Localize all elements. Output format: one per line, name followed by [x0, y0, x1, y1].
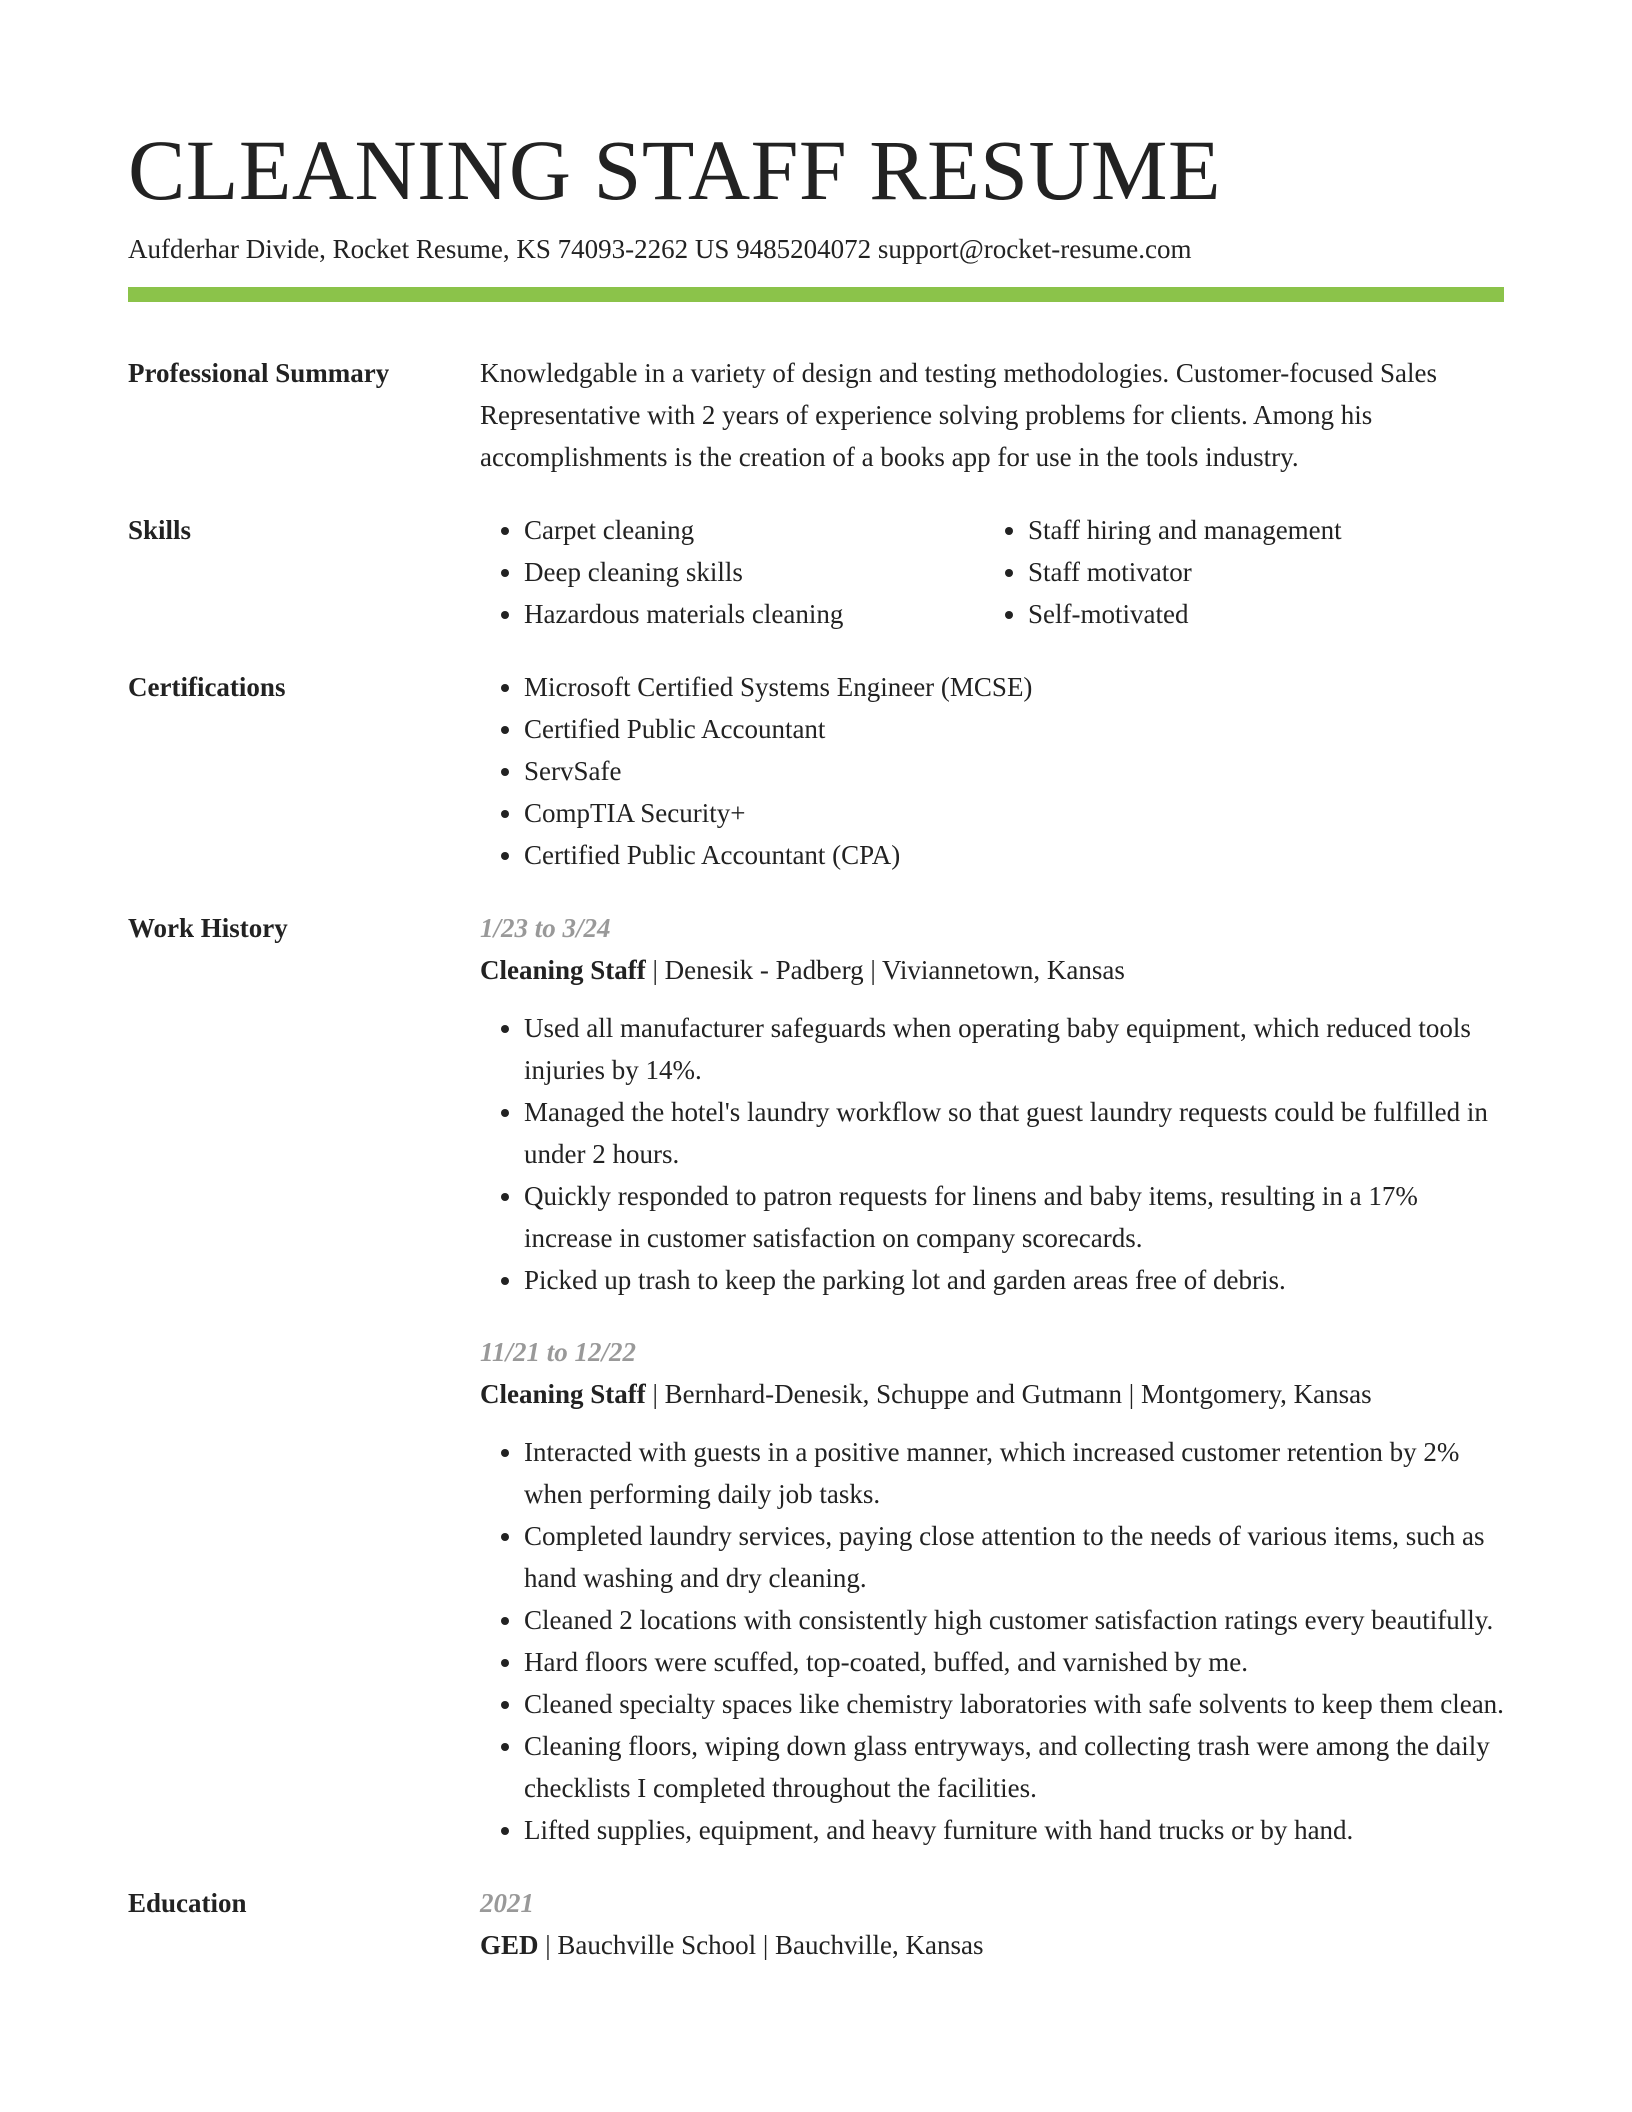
certification-item: • ServSafe [524, 750, 1504, 792]
skill-item: • Staff motivator [1028, 551, 1488, 593]
resume-title: CLEANING STAFF RESUME [128, 122, 1222, 218]
job-bullet: • Completed laundry services, paying close attention to the needs of various items, such as hand washing and dry cleaning. [524, 1515, 1504, 1599]
job-bullet: • Cleaning floors, wiping down glass entryways, and collecting trash were among the daily checklists I completed throughout the facilities. [524, 1725, 1504, 1809]
contact-phone: 9485204072 [736, 234, 872, 264]
skill-item: • Self-motivated [1028, 593, 1488, 635]
summary-body [480, 352, 1504, 478]
job-bullets [480, 1431, 1504, 1851]
skills-list-left [480, 509, 984, 635]
job-role: Cleaning Staff [480, 1379, 646, 1409]
job-bullet: • Hard floors were scuffed, top-coated, buffed, and varnished by me. [524, 1641, 1504, 1683]
education-date: 2021 [480, 1888, 534, 1918]
job-bullet: • Lifted supplies, equipment, and heavy furniture with hand trucks or by hand. [524, 1809, 1504, 1851]
summary-label: Professional Summary [128, 358, 390, 388]
job-employer: | Denesik - Padberg | Viviannetown, Kansas [645, 955, 1125, 985]
header-divider [128, 287, 1504, 302]
summary-text: Knowledgable in a variety of design and testing methodologies. Customer-focused Sales Representative with 2 years of experience solving problems for clients. Among his accomplishments is the creation of a books app for use in the tools industry. [480, 358, 1437, 472]
job-entry [480, 1331, 1504, 1851]
contact-email: support@rocket-resume.com [877, 234, 1192, 264]
job-bullet: • Cleaned specialty spaces like chemistry laboratories with safe solvents to keep them clean. [524, 1683, 1504, 1725]
skills-section [128, 509, 1504, 635]
skill-item: • Carpet cleaning [524, 509, 984, 551]
skills-label: Skills [128, 515, 192, 545]
job-bullet: • Quickly responded to patron requests for linens and baby items, resulting in a 17% increase in customer satisfaction on company scorecards. [524, 1175, 1504, 1259]
education-label: Education [128, 1888, 247, 1918]
certifications-label: Certifications [128, 672, 286, 702]
skills-body [480, 509, 1504, 635]
work-history-body [480, 907, 1504, 1851]
education-degree: GED [480, 1930, 539, 1960]
job-bullet: • Picked up trash to keep the parking lot and garden areas free of debris. [524, 1259, 1504, 1301]
certifications-list [480, 666, 1504, 876]
certification-item: • Certified Public Accountant (CPA) [524, 834, 1504, 876]
job-bullets [480, 1007, 1504, 1301]
job-entry [480, 907, 1504, 1301]
job-bullet: • Interacted with guests in a positive manner, which increased customer retention by 2% when performing daily job tasks. [524, 1431, 1504, 1515]
job-bullet: • Managed the hotel's laundry workflow so that guest laundry requests could be fulfilled in under 2 hours. [524, 1091, 1504, 1175]
certifications-section [128, 666, 1504, 876]
education-body [480, 1882, 1504, 1966]
work-history-label: Work History [128, 913, 288, 943]
resume-page [128, 120, 1504, 1966]
skill-item: • Staff hiring and management [1028, 509, 1488, 551]
job-dates: 11/21 to 12/22 [480, 1337, 637, 1367]
skill-item: • Hazardous materials cleaning [524, 593, 984, 635]
education-line [480, 1924, 1504, 1966]
skill-item: • Deep cleaning skills [524, 551, 984, 593]
education-section [128, 1882, 1504, 1966]
certifications-body [480, 666, 1504, 876]
job-bullet: • Cleaned 2 locations with consistently high customer satisfaction ratings every beautifully. [524, 1599, 1504, 1641]
contact-line [128, 232, 1504, 266]
certification-item: • Certified Public Accountant [524, 708, 1504, 750]
job-title-line [480, 1373, 1504, 1415]
job-employer: | Bernhard-Denesik, Schuppe and Gutmann | Montgomery, Kansas [645, 1379, 1372, 1409]
work-history-section [128, 907, 1504, 1851]
job-role: Cleaning Staff [480, 955, 646, 985]
job-bullet: • Used all manufacturer safeguards when operating baby equipment, which reduced tools injuries by 14%. [524, 1007, 1504, 1091]
education-school: | Bauchville School | Bauchville, Kansas [538, 1930, 984, 1960]
summary-section [128, 352, 1504, 478]
contact-address: Aufderhar Divide, Rocket Resume, KS 74093-2262 US [128, 234, 730, 264]
certification-item: • Microsoft Certified Systems Engineer (MCSE) [524, 666, 1504, 708]
skills-list-right [984, 509, 1488, 635]
job-title-line [480, 949, 1504, 991]
job-dates: 1/23 to 3/24 [480, 913, 611, 943]
certification-item: • CompTIA Security+ [524, 792, 1504, 834]
